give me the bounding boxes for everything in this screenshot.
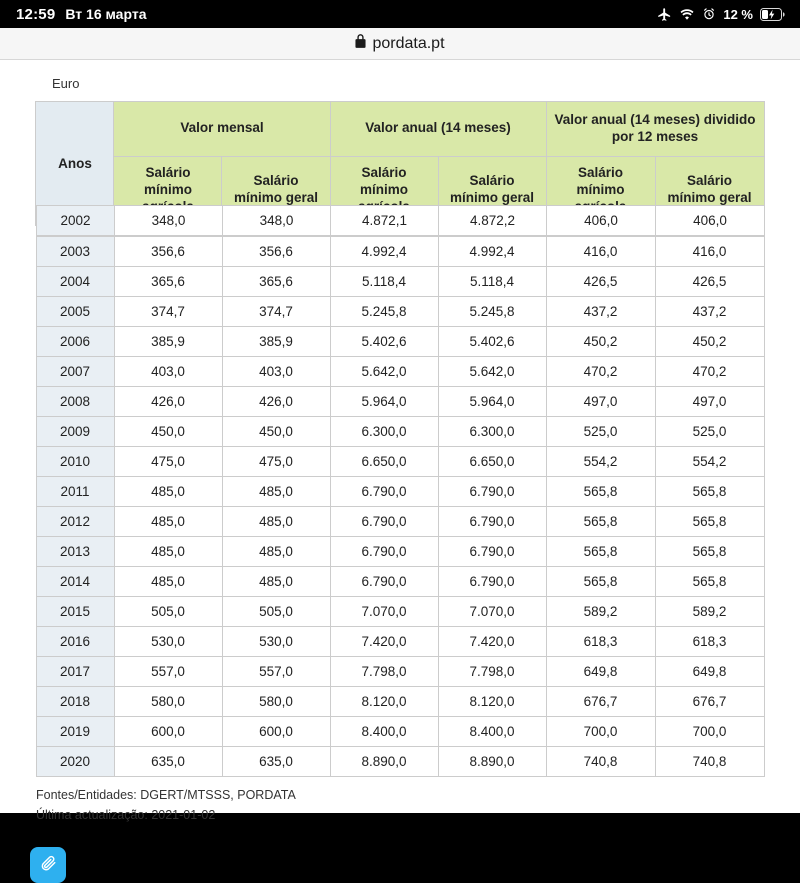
cell-1: 365,6 [222,267,330,297]
cell-5: 565,8 [655,477,764,507]
cell-3: 6.790,0 [438,507,546,537]
cell-2: 6.790,0 [330,477,438,507]
table-row [36,507,764,537]
table-row [36,627,764,657]
cell-5: 437,2 [655,297,764,327]
web-page-content [0,60,800,823]
attachment-button[interactable] [30,847,66,883]
cell-2: 6.650,0 [330,447,438,477]
cell-5: 589,2 [655,597,764,627]
cell-0: 485,0 [114,567,222,597]
column-subheader-3: Salário mínimo geral [438,156,546,226]
table-row [36,567,764,597]
table-row [36,297,764,327]
table-row [36,747,764,777]
table-row [36,657,764,687]
status-bar [0,0,800,28]
table-row [36,447,764,477]
row-year: 2017 [36,657,114,687]
status-time: 12:59 [16,5,56,23]
cell-2: 5.245,8 [330,297,438,327]
cell-0: 580,0 [114,687,222,717]
column-subheader-4: Salário mínimo [546,156,655,226]
cell-5: 740,8 [655,747,764,777]
row-year: 2002 [37,206,115,236]
row-year: 2004 [36,267,114,297]
table-row [36,717,764,747]
cell-4: 406,0 [547,206,656,236]
cell-1: 530,0 [222,627,330,657]
status-bar-right [657,7,786,22]
cell-0: 374,7 [114,297,222,327]
cell-1: 485,0 [222,477,330,507]
cell-3: 5.245,8 [438,297,546,327]
row-year: 2015 [36,597,114,627]
cell-3: 6.300,0 [438,417,546,447]
wifi-icon [679,8,695,21]
cell-4: 649,8 [546,657,655,687]
table-row [36,237,764,267]
cell-0: 530,0 [114,627,222,657]
battery-percent-label: 12 % [723,6,753,22]
cell-0: 505,0 [114,597,222,627]
cell-2: 4.872,1 [331,206,439,236]
cell-4: 470,2 [546,357,655,387]
cell-4: 437,2 [546,297,655,327]
cell-2: 8.120,0 [330,687,438,717]
cell-3: 7.798,0 [438,657,546,687]
column-subheader-2: Salário mínimo [330,156,438,226]
url-text: pordata.pt [372,34,445,52]
row-year: 2016 [36,627,114,657]
clipped-table-row-container [36,213,764,236]
cell-5: 565,8 [655,567,764,597]
cell-3: 4.992,4 [438,237,546,267]
cell-1: 385,9 [222,327,330,357]
footnote-updated: Última actualização: 2021-01-02 [36,808,216,823]
cell-2: 5.118,4 [330,267,438,297]
cell-1: 557,0 [222,657,330,687]
cell-0: 348,0 [115,206,223,236]
cell-0: 635,0 [114,747,222,777]
cell-1: 485,0 [222,537,330,567]
cell-4: 426,5 [546,267,655,297]
cell-1: 403,0 [222,357,330,387]
cell-4: 565,8 [546,537,655,567]
cell-0: 475,0 [114,447,222,477]
cell-1: 635,0 [222,747,330,777]
cell-1: 348,0 [223,206,331,236]
cell-2: 6.790,0 [330,537,438,567]
table-row [36,357,764,387]
table-row [36,537,764,567]
row-year: 2003 [36,237,114,267]
battery-icon [760,8,786,21]
data-table-clipped [36,205,765,236]
cell-4: 618,3 [546,627,655,657]
cell-5: 426,5 [655,267,764,297]
browser-address-bar[interactable] [0,28,800,60]
cell-5: 565,8 [655,507,764,537]
cell-5: 649,8 [655,657,764,687]
cell-2: 6.300,0 [330,417,438,447]
cell-3: 5.642,0 [438,357,546,387]
paperclip-icon [39,854,57,877]
cell-3: 5.964,0 [438,387,546,417]
cell-5: 450,2 [655,327,764,357]
row-year: 2014 [36,567,114,597]
cell-2: 5.642,0 [330,357,438,387]
cell-4: 554,2 [546,447,655,477]
cell-3: 5.118,4 [438,267,546,297]
cell-5: 497,0 [655,387,764,417]
status-date: Вт 16 марта [65,6,147,22]
cell-5: 470,2 [655,357,764,387]
column-header-anos: Anos [36,102,114,226]
table-row [37,206,765,236]
cell-3: 7.070,0 [438,597,546,627]
cell-5: 416,0 [655,237,764,267]
row-year: 2007 [36,357,114,387]
table-row [36,387,764,417]
cell-5: 700,0 [655,717,764,747]
table-header-group-row [36,102,764,157]
cell-1: 485,0 [222,507,330,537]
cell-5: 554,2 [655,447,764,477]
cell-4: 676,7 [546,687,655,717]
cell-0: 365,6 [114,267,222,297]
cell-4: 416,0 [546,237,655,267]
column-group-valor-anual-dividido: Valor anual (14 meses) dividido por 12 meses [546,102,764,157]
column-group-valor-mensal: Valor mensal [114,102,330,157]
cell-4: 565,8 [546,477,655,507]
cell-0: 485,0 [114,507,222,537]
table-row [36,327,764,357]
table-row [36,417,764,447]
cell-3: 8.890,0 [438,747,546,777]
cell-0: 426,0 [114,387,222,417]
cell-4: 565,8 [546,507,655,537]
unit-label: Euro [52,76,80,91]
cell-2: 7.420,0 [330,627,438,657]
cell-3: 6.790,0 [438,567,546,597]
cell-2: 6.790,0 [330,567,438,597]
cell-2: 8.400,0 [330,717,438,747]
cell-2: 7.798,0 [330,657,438,687]
cell-4: 740,8 [546,747,655,777]
row-year: 2006 [36,327,114,357]
cell-1: 450,0 [222,417,330,447]
column-subheader-5: Salário mínimo geral [655,156,764,226]
airplane-icon [657,7,672,22]
cell-4: 525,0 [546,417,655,447]
cell-4: 700,0 [546,717,655,747]
cell-0: 403,0 [114,357,222,387]
row-year: 2010 [36,447,114,477]
cell-2: 8.890,0 [330,747,438,777]
cell-1: 374,7 [222,297,330,327]
cell-0: 485,0 [114,537,222,567]
cell-4: 497,0 [546,387,655,417]
cell-1: 426,0 [222,387,330,417]
cell-2: 4.992,4 [330,237,438,267]
cell-4: 450,2 [546,327,655,357]
cell-4: 565,8 [546,567,655,597]
cell-3: 8.120,0 [438,687,546,717]
cell-0: 600,0 [114,717,222,747]
table-row [36,687,764,717]
cell-0: 557,0 [114,657,222,687]
cell-0: 485,0 [114,477,222,507]
cell-1: 485,0 [222,567,330,597]
cell-0: 356,6 [114,237,222,267]
cell-3: 4.872,2 [439,206,547,236]
cell-1: 580,0 [222,687,330,717]
cell-0: 450,0 [114,417,222,447]
cell-0: 385,9 [114,327,222,357]
footnote-sources: Fontes/Entidades: DGERT/MTSSS, PORDATA [36,788,296,803]
cell-3: 5.402,6 [438,327,546,357]
cell-2: 5.402,6 [330,327,438,357]
row-year: 2019 [36,717,114,747]
cell-5: 525,0 [655,417,764,447]
cell-3: 6.650,0 [438,447,546,477]
row-year: 2012 [36,507,114,537]
cell-4: 589,2 [546,597,655,627]
cell-2: 6.790,0 [330,507,438,537]
row-year: 2005 [36,297,114,327]
data-table-body [36,236,765,777]
cell-1: 475,0 [222,447,330,477]
table-row [36,597,764,627]
cell-1: 505,0 [222,597,330,627]
cell-5: 406,0 [656,206,765,236]
cell-3: 8.400,0 [438,717,546,747]
row-year: 2020 [36,747,114,777]
cell-5: 618,3 [655,627,764,657]
cell-2: 5.964,0 [330,387,438,417]
row-year: 2009 [36,417,114,447]
column-subheader-1: Salário mínimo geral [222,156,330,226]
table-body [36,237,764,777]
cell-3: 6.790,0 [438,477,546,507]
cell-2: 7.070,0 [330,597,438,627]
cell-3: 6.790,0 [438,537,546,567]
column-group-valor-anual: Valor anual (14 meses) [330,102,546,157]
cell-3: 7.420,0 [438,627,546,657]
column-subheader-0: Salário mínimo [114,156,222,226]
lock-icon [355,34,366,53]
row-year: 2008 [36,387,114,417]
cell-5: 676,7 [655,687,764,717]
table-row [36,267,764,297]
row-year: 2013 [36,537,114,567]
footnotes [36,785,764,825]
row-year: 2018 [36,687,114,717]
cell-1: 600,0 [222,717,330,747]
row-year: 2011 [36,477,114,507]
table-row [36,477,764,507]
alarm-icon [702,7,716,21]
cell-5: 565,8 [655,537,764,567]
status-bar-left [16,6,146,23]
cell-1: 356,6 [222,237,330,267]
